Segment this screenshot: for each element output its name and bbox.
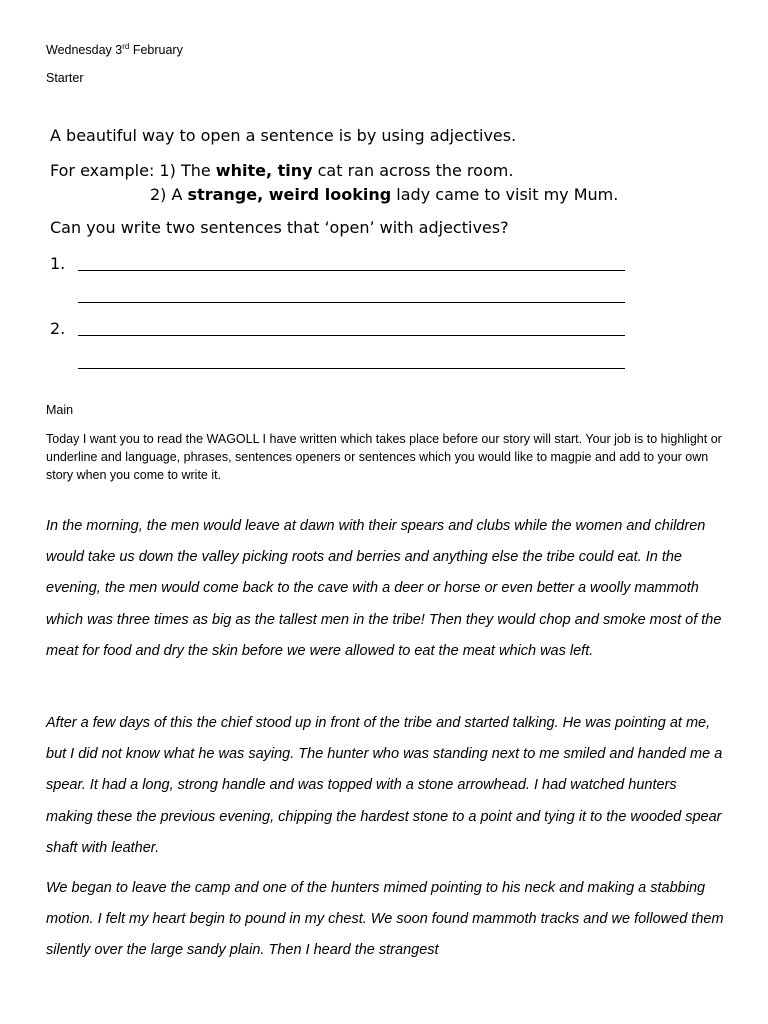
date-month: February: [129, 43, 183, 57]
answer-line[interactable]: [78, 302, 625, 303]
starter-heading: Starter: [46, 71, 84, 85]
date-ordinal: rd: [122, 41, 130, 51]
example-2-pre: 2) A: [150, 185, 188, 204]
main-instructions: Today I want you to read the WAGOLL I have written which takes place before our story will start. Your job is to highlight or underline and language, phrases, sentences openers or sentences which you would like to magpie and add to your own story when you come to write it.: [46, 432, 722, 482]
example-2-adjectives: strange, weird looking: [187, 185, 392, 204]
story-paragraph-3: We began to leave the camp and one of the hunters mimed pointing to his neck and making a stabbing motion. I felt my heart begin to pound in my chest. We soon found mammoth tracks and we followed them silently over the large sandy plain. Then I heard the strangest: [46, 880, 724, 959]
date-heading: [46, 43, 183, 57]
main-heading: Main: [46, 403, 74, 417]
example-2: [150, 185, 740, 204]
story-paragraph-1: In the morning, the men would leave at dawn with their spears and clubs while the women and children would take us down the valley picking roots and berries and anything else the tribe could eat. In the evening, the men would come back to the cave with a deer or horse or even better a woolly mammoth which was three times as big as the tallest men in the tribe! Then they would chop and smoke most of the meat for food and dry the skin before we were allowed to eat the meat which was left.: [46, 518, 722, 659]
answer-number-2: 2.: [50, 319, 66, 338]
starter-question: Can you write two sentences that ‘open’ with adjectives?: [50, 218, 509, 237]
answer-line[interactable]: [78, 270, 625, 271]
starter-intro: A beautiful way to open a sentence is by using adjectives.: [50, 126, 517, 145]
answer-number-1: 1.: [50, 254, 66, 273]
date-text: Wednesday 3: [46, 43, 123, 57]
example-1-adjectives: white, tiny: [215, 161, 313, 180]
example-1: [50, 161, 640, 180]
example-1-post: cat ran across the room.: [312, 161, 514, 180]
example-2-post: lady came to visit my Mum.: [391, 185, 619, 204]
story-paragraph-2: After a few days of this the chief stood up in front of the tribe and started talking. He was pointing at me, but I did not know what he was saying. The hunter who was standing next to me smiled and handed me a spear. It had a long, strong handle and was topped with a stone arrowhead. I had watched hunters making these the previous evening, chipping the hardest stone to a point and tying it to the wooded spear shaft with leather.: [46, 715, 723, 856]
answer-line[interactable]: [78, 368, 625, 369]
example-1-pre: For example: 1) The: [50, 161, 216, 180]
answer-line[interactable]: [78, 335, 625, 336]
